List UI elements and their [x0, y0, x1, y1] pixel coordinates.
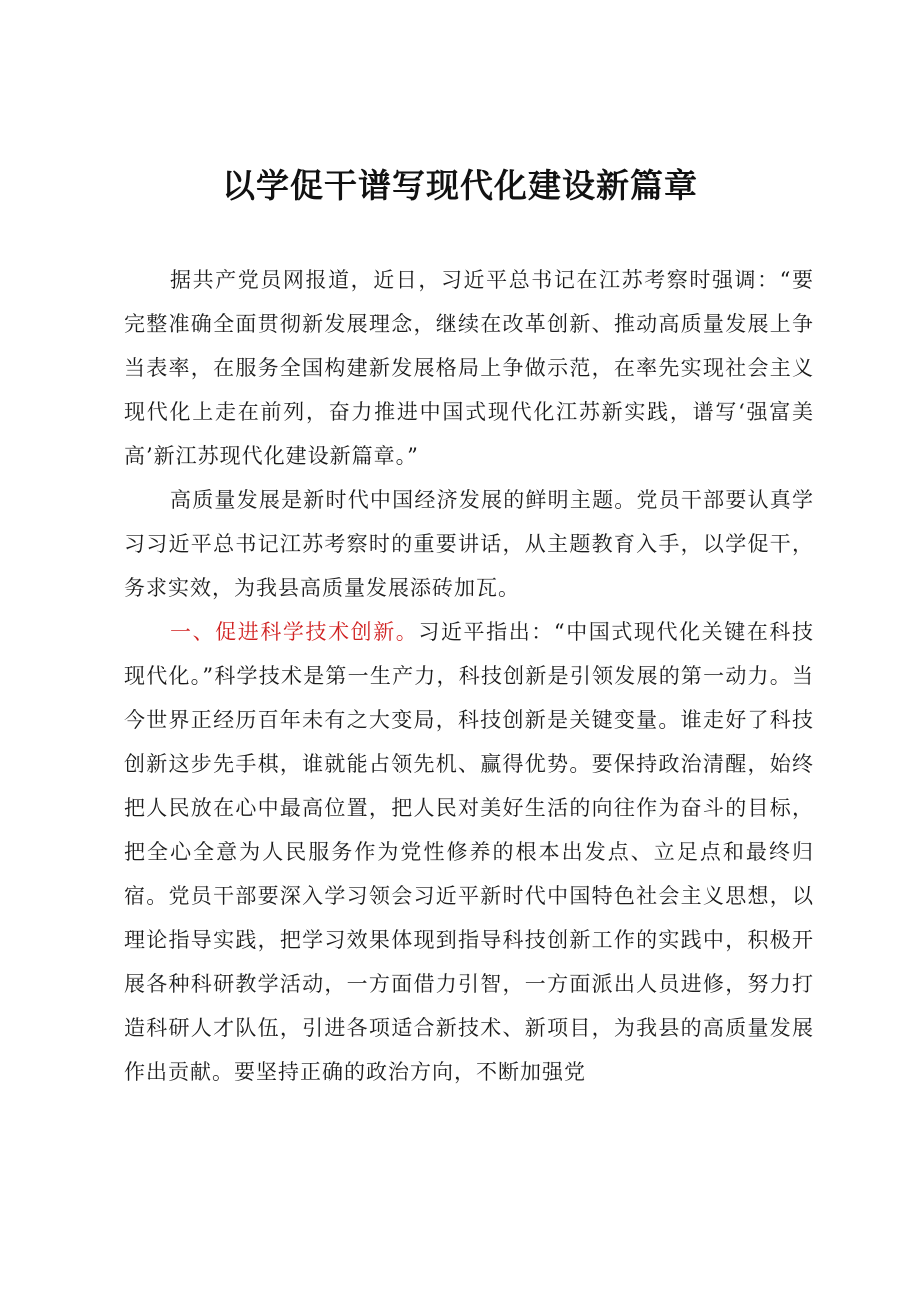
paragraph-theme [124, 478, 814, 610]
document-body [124, 258, 814, 1094]
paragraph-section-one-text: 习近平指出：“中国式现代化关键在科技现代化。”科学技术是第一生产力，科技创新是引领发展的第一动力。当今世界正经历百年未有之大变局，科技创新是关键变量。谁走好了科技创新这步先手棋，谁就能占领先机、赢得优势。要保持政治清醒，始终把人民放在心中最高位置，把人民对美好生活的向往作为奋斗的目标，把全心全意为人民服务作为党性修养的根本出发点、立足点和最终归宿。党员干部要深入学习领会习近平新时代中国特色社会主义思想，以理论指导实践，把学习效果体现到指导科技创新工作的实践中，积极开展各种科研教学活动，一方面借力引智，一方面派出人员进修，努力打造科研人才队伍，引进各项适合新技术、新项目，为我县的高质量发展作出贡献。要坚持正确的政治方向，不断加强党 [124, 620, 815, 1084]
paragraph-section-one [124, 610, 814, 1094]
paragraph-theme-text: 高质量发展是新时代中国经济发展的鲜明主题。党员干部要认真学习习近平总书记江苏考察时的重要讲话，从主题教育入手，以学促干，务求实效，为我县高质量发展添砖加瓦。 [124, 488, 814, 600]
section-heading: 一、促进科学技术创新。 [170, 620, 419, 644]
document-title: 以学促干谱写现代化建设新篇章 [222, 166, 698, 205]
paragraph-intro-text: 据共产党员网报道，近日，习近平总书记在江苏考察时强调：“要完整准确全面贯彻新发展理念，继续在改革创新、推动高质量发展上争当表率，在服务全国构建新发展格局上争做示范，在率先实现社会主义现代化上走在前列，奋力推进中国式现代化江苏新实践，谱写‘强富美高’新江苏现代化建设新篇章。” [124, 268, 814, 468]
paragraph-intro [124, 258, 814, 478]
